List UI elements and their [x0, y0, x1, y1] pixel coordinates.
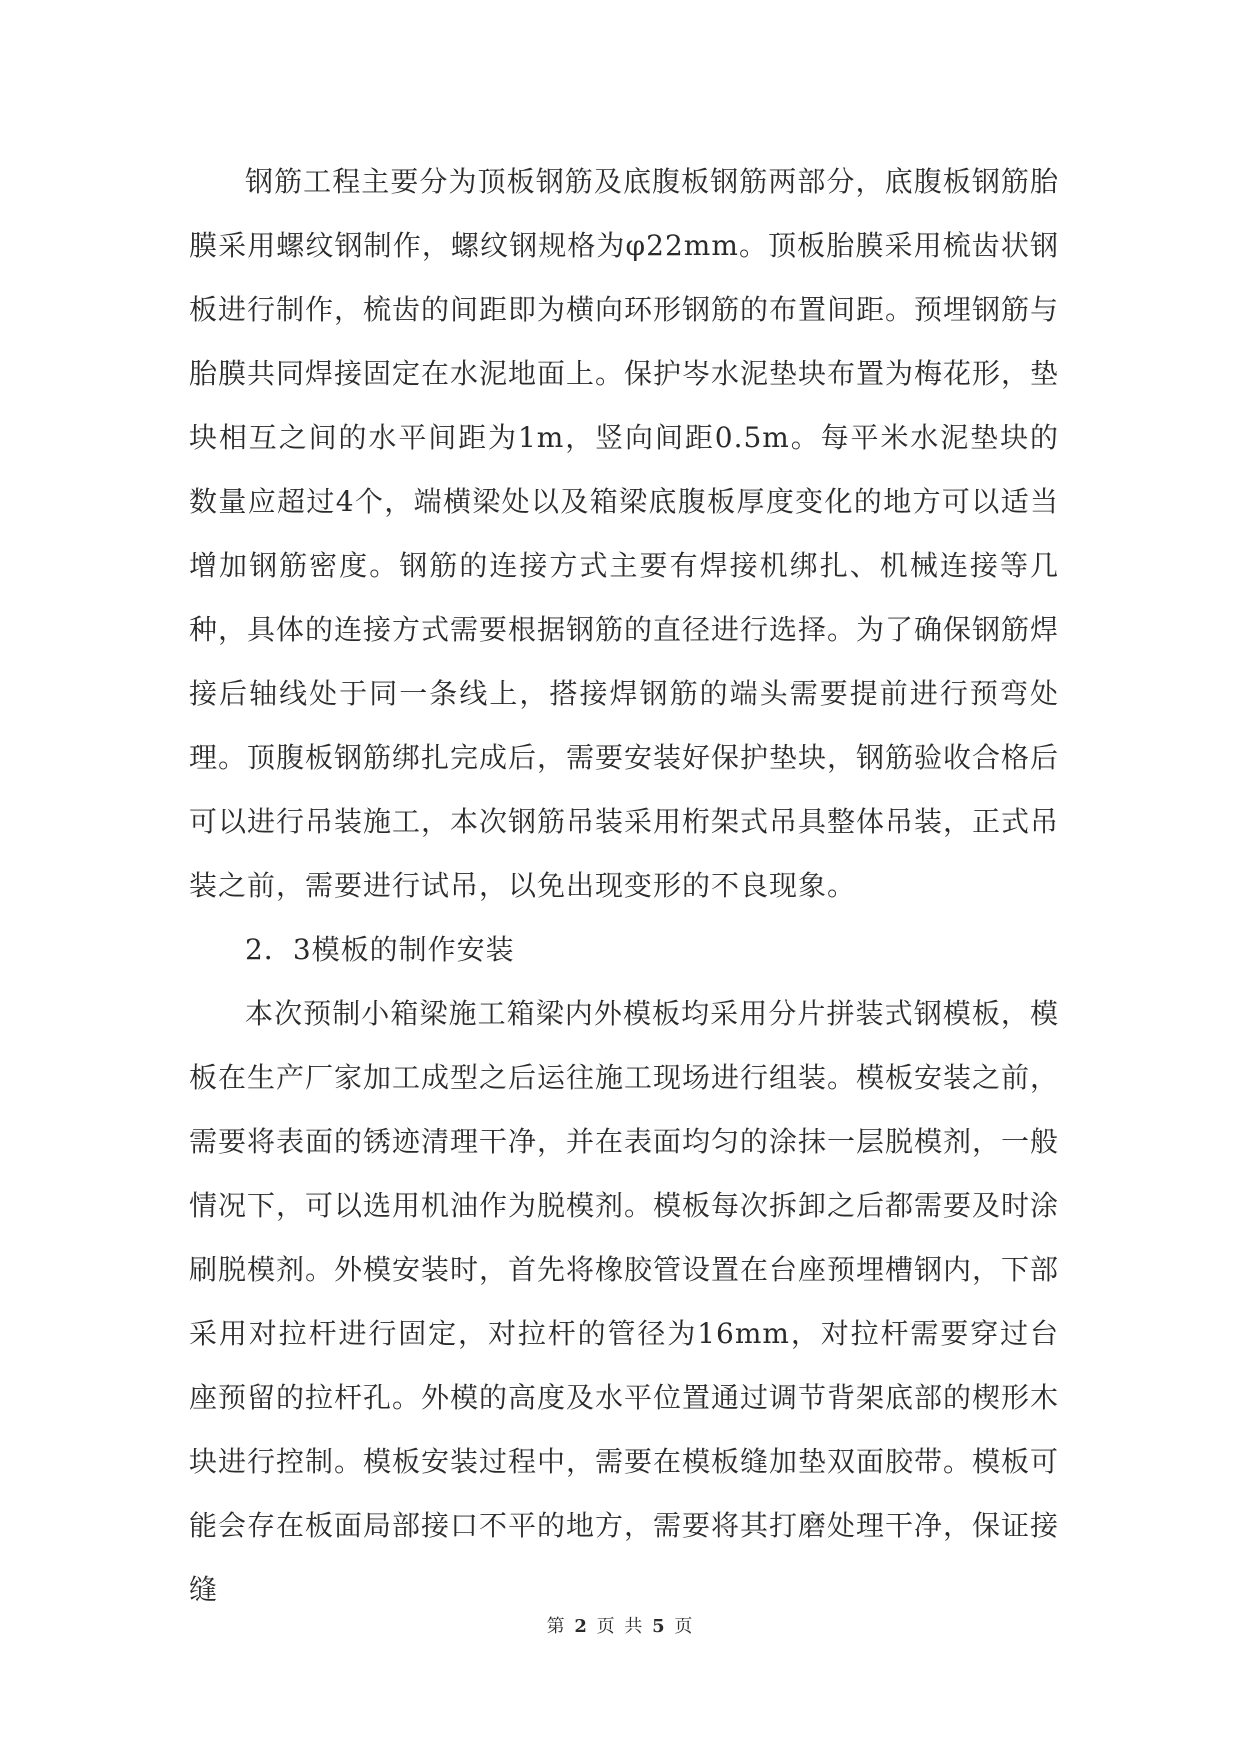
page-footer [0, 1612, 1241, 1638]
total-pages-number: 5 [652, 1616, 667, 1637]
current-page-number: 2 [574, 1616, 589, 1637]
footer-middle: 页 共 [596, 1616, 645, 1637]
body-text [189, 150, 1059, 1622]
paragraph-rebar-engineering: 钢筋工程主要分为顶板钢筋及底腹板钢筋两部分，底腹板钢筋胎膜采用螺纹钢制作，螺纹钢规格为φ22mm。顶板胎膜采用梳齿状钢板进行制作，梳齿的间距即为横向环形钢筋的布置间距。预埋钢筋与胎膜共同焊接固定在水泥地面上。保护岑水泥垫块布置为梅花形，垫块相互之间的水平间距为1m，竖向间距0.5m。每平米水泥垫块的数量应超过4个，端横梁处以及箱梁底腹板厚度变化的地方可以适当增加钢筋密度。钢筋的连接方式主要有焊接机绑扎、机械连接等几种，具体的连接方式需要根据钢筋的直径进行选择。为了确保钢筋焊接后轴线处于同一条线上，搭接焊钢筋的端头需要提前进行预弯处理。顶腹板钢筋绑扎完成后，需要安装好保护垫块，钢筋验收合格后可以进行吊装施工，本次钢筋吊装采用桁架式吊具整体吊装，正式吊装之前，需要进行试吊，以免出现变形的不良现象。 [189, 165, 1060, 902]
footer-suffix: 页 [674, 1616, 695, 1637]
paragraph-formwork: 本次预制小箱梁施工箱梁内外模板均采用分片拼装式钢模板，模板在生产厂家加工成型之后运往施工现场进行组装。模板安装之前，需要将表面的锈迹清理干净，并在表面均匀的涂抹一层脱模剂，一般情况下，可以选用机油作为脱模剂。模板每次拆卸之后都需要及时涂刷脱模剂。外模安装时，首先将橡胶管设置在台座预埋槽钢内，下部采用对拉杆进行固定，对拉杆的管径为16mm，对拉杆需要穿过台座预留的拉杆孔。外模的高度及水平位置通过调节背架底部的楔形木块进行控制。模板安装过程中，需要在模板缝加垫双面胶带。模板可能会存在板面局部接口不平的地方，需要将其打磨处理干净，保证接缝 [189, 997, 1060, 1606]
section-heading-2-3: 2．3模板的制作安装 [245, 933, 515, 966]
footer-prefix: 第 [546, 1616, 567, 1637]
